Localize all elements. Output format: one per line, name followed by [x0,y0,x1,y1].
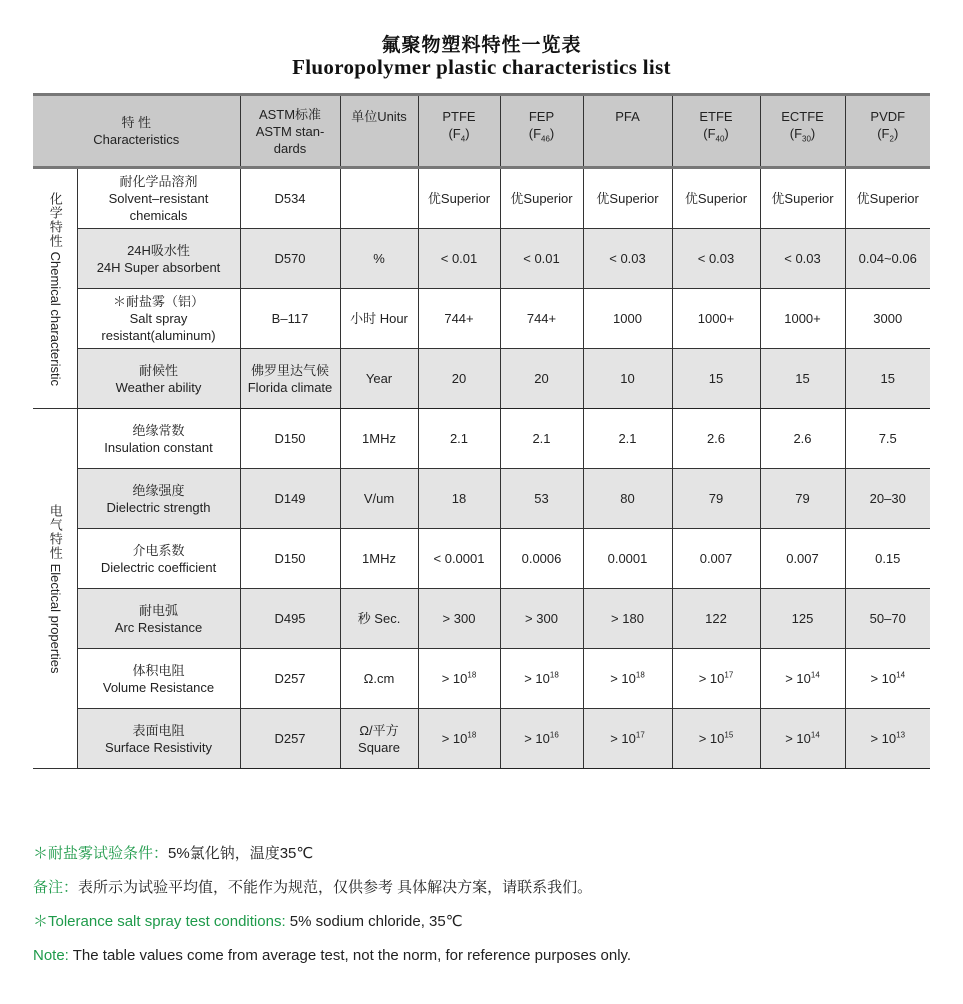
characteristic-cell [77,349,240,409]
unit-value: 小时 Hour [350,311,408,326]
value-cell-pfa [583,349,672,409]
astm-cell [240,168,340,229]
material-code: (F [877,126,890,141]
value-text: 2.6 [793,431,812,446]
value-text: 3000 [873,311,903,326]
note-text: The table values come from average test, not the norm, for reference purposes only. [68,947,632,964]
characteristics-table [33,93,930,769]
value-exponent: 14 [810,730,820,740]
value-text: < 0.03 [697,251,735,266]
value-text: 2.1 [449,431,469,446]
astm-value-2: Florida climate [247,379,333,395]
value-text: 15 [708,371,724,386]
header-material-pvdf [845,95,930,168]
value-cell-ptfe [418,229,500,289]
value-text: 0.04~0.06 [858,251,917,266]
astm-value: D495 [274,611,306,626]
value-text: > 10 [610,731,636,746]
unit-cell [340,168,418,229]
value-cell-ptfe [418,649,500,709]
characteristic-en-2: resistant(aluminum) [101,328,216,343]
value-cell-etfe [672,529,760,589]
value-cell-fep [500,529,583,589]
value-text: 10 [620,371,635,386]
value-exponent: 15 [724,730,734,740]
header-characteristics [33,95,240,168]
material-code: (F [448,126,461,141]
unit-cell [340,529,418,589]
note-label: ＊耐盐雾试验条件： [33,845,169,862]
value-cell-pvdf [845,168,930,229]
material-code: (F [528,126,542,141]
value-text: > 10 [785,671,811,686]
header-material-ectfe [760,95,845,168]
characteristic-en: Weather ability [115,379,202,395]
astm-cell [240,229,340,289]
value-cell-fep [500,289,583,349]
value-cell-ptfe [418,168,500,229]
value-cell-fep [500,469,583,529]
header-astm-line1: ASTM标准 [258,106,322,122]
material-code-sub: 30 [802,134,811,144]
unit-cell [340,649,418,709]
unit-value-2: Square [358,739,400,755]
value-cell-ptfe [418,709,500,769]
value-text: > 10 [441,731,468,746]
value-text: 0.007 [699,551,733,566]
astm-value: B–117 [271,311,309,326]
header-row [33,95,930,168]
material-code-sub: 2 [889,134,894,144]
header-astm [240,95,340,168]
astm-cell [240,409,340,469]
value-text: < 0.03 [784,251,821,266]
astm-cell [240,289,340,349]
unit-cell [340,469,418,529]
characteristic-cell [77,289,240,349]
value-cell-pfa [583,529,672,589]
value-text: 79 [708,491,724,506]
material-code: (F [789,126,803,141]
value-exponent: 18 [635,670,645,680]
group-chemical-label [47,192,63,386]
value-cell-fep [500,589,583,649]
value-cell-ectfe [760,529,845,589]
header-material-etfe [672,95,760,168]
value-text: 优Superior [427,191,491,206]
value-text: 优Superior [856,191,919,206]
value-text: 优Superior [510,191,573,206]
value-cell-fep [500,229,583,289]
value-cell-fep [500,649,583,709]
value-text: 79 [795,491,810,506]
characteristic-cn: 耐候性 [138,362,178,378]
material-code: (F [703,126,716,141]
group-chemical [33,168,77,409]
value-cell-pvdf [845,649,930,709]
characteristic-cell [77,168,240,229]
material-code-close: ) [810,126,816,141]
table-row [33,469,930,529]
header-characteristics-en: Characteristics [93,132,180,147]
header-units-label: 单位Units [351,109,407,124]
value-text: 18 [451,491,467,506]
value-text: > 10 [524,731,550,746]
astm-cell [240,529,340,589]
value-text: 20 [451,371,467,386]
value-exponent: 17 [635,730,645,740]
value-cell-ectfe [760,709,845,769]
value-text: > 10 [698,731,725,746]
value-text: > 10 [698,671,725,686]
note-label: ＊Tolerance salt spray test conditions: [33,913,286,930]
material-code-close: ) [893,126,899,141]
value-text: < 0.01 [523,251,560,266]
astm-cell [240,469,340,529]
characteristic-en: 24H Super absorbent [96,259,221,275]
unit-value: 1MHz [362,431,396,446]
unit-cell [340,409,418,469]
material-code-close: ) [465,126,470,141]
unit-value: 秒 Sec. [357,611,401,626]
characteristic-cn: 绝缘强度 [132,482,185,498]
astm-value: 佛罗里达气候 [250,362,329,378]
value-cell-fep [500,168,583,229]
value-cell-pvdf [845,529,930,589]
value-cell-etfe [672,709,760,769]
characteristic-cell [77,589,240,649]
value-cell-ectfe [760,409,845,469]
astm-cell [240,709,340,769]
value-cell-ectfe [760,589,845,649]
material-name: ETFE [699,109,733,124]
value-cell-pfa [583,229,672,289]
unit-cell [340,589,418,649]
value-cell-ptfe [418,589,500,649]
group-label-en: Electical properties [47,563,63,674]
value-text: > 300 [442,611,476,626]
notes-section [33,843,631,979]
value-text: 20 [534,371,549,386]
value-exponent: 17 [724,670,734,680]
characteristic-cell [77,409,240,469]
material-code-sub: 4 [460,134,466,144]
astm-cell [240,349,340,409]
unit-value: Ω.cm [363,671,395,686]
note-salt-spray-cn [33,843,631,877]
value-text: 1000+ [784,311,821,326]
characteristic-cn: 24H吸水性 [127,242,190,258]
table-row [33,229,930,289]
material-name: FEP [528,109,555,124]
value-exponent: 13 [896,730,906,740]
characteristic-cn: 表面电阻 [132,722,185,738]
header-material-pfa [583,95,672,168]
material-name: PFA [615,109,640,124]
characteristic-en: Surface Resistivity [105,739,212,755]
value-exponent: 18 [467,670,477,680]
characteristic-cn: ＊耐盐雾（铝） [112,294,204,309]
value-text: 15 [795,371,810,386]
astm-cell [240,649,340,709]
header-material-fep [500,95,583,168]
material-code-sub: 46 [541,134,550,144]
value-exponent: 18 [549,670,559,680]
astm-cell [240,589,340,649]
characteristic-cn: 介电系数 [132,542,185,558]
value-text: > 10 [870,731,897,746]
value-cell-pvdf [845,469,930,529]
unit-value: % [373,251,385,266]
page-title-en: Fluoropolymer plastic characteristics list [292,55,671,79]
astm-value: D257 [274,731,306,746]
value-cell-etfe [672,349,760,409]
value-exponent: 14 [810,670,820,680]
value-text: 1000+ [697,311,735,326]
value-cell-pfa [583,649,672,709]
value-cell-pvdf [845,709,930,769]
note-label: 备注： [33,879,79,896]
value-text: > 300 [525,611,558,626]
value-text: 125 [791,611,814,626]
characteristic-cell [77,529,240,589]
value-exponent: 14 [896,670,906,680]
value-text: 2.1 [532,431,551,446]
value-cell-pfa [583,589,672,649]
characteristic-en: Salt spray [129,311,188,326]
value-cell-etfe [672,409,760,469]
group-electrical-label [47,504,63,673]
value-cell-etfe [672,469,760,529]
table-row [33,589,930,649]
value-cell-etfe [672,229,760,289]
value-text: > 10 [524,671,550,686]
value-cell-ectfe [760,649,845,709]
note-remark-en [33,945,631,979]
material-code-close: ) [724,126,729,141]
value-text: 53 [534,491,549,506]
value-cell-pvdf [845,229,930,289]
note-text: 表所示为试验平均值，不能作为规范，仅供参考 具体解决方案，请联系我们。 [78,879,593,896]
characteristic-cn: 耐化学品溶剂 [119,174,198,189]
group-label-cn: 电气特性 [47,503,63,560]
value-cell-pfa [583,409,672,469]
value-cell-pvdf [845,289,930,349]
characteristic-en: Arc Resistance [114,619,203,635]
value-cell-etfe [672,589,760,649]
material-name: PVDF [870,109,906,124]
characteristic-cell [77,709,240,769]
characteristic-cell [77,649,240,709]
unit-value: V/um [363,491,395,506]
unit-cell [340,229,418,289]
value-text: 744+ [526,311,557,326]
value-cell-ptfe [418,469,500,529]
value-cell-etfe [672,168,760,229]
table-row [33,409,930,469]
value-cell-pvdf [845,349,930,409]
value-text: 1000 [613,311,642,326]
characteristic-cn: 耐电弧 [138,602,178,618]
header-astm-line3: dards [273,140,307,156]
value-text: 优Superior [684,191,748,206]
value-text: 0.0001 [607,551,648,566]
note-text: 5%氯化钠，温度35℃ [168,845,314,862]
characteristic-en-2: chemicals [129,208,188,223]
value-text: 0.0006 [521,551,562,566]
header-units [340,95,418,168]
header-astm-line2: ASTM stan- [255,123,325,139]
value-text: > 180 [611,611,644,626]
table-row [33,289,930,349]
page-title-cn: 氟聚物塑料特性一览表 [381,34,582,56]
value-text: 80 [620,491,635,506]
astm-value: D534 [274,191,306,206]
table-row [33,649,930,709]
value-exponent: 18 [467,730,477,740]
value-text: 0.007 [786,551,819,566]
unit-value: Year [365,371,393,386]
table-row [33,709,930,769]
value-text: < 0.0001 [433,551,485,566]
value-cell-ectfe [760,289,845,349]
astm-value: D150 [274,551,306,566]
characteristic-cell [77,229,240,289]
value-text: > 10 [870,671,897,686]
value-text: > 10 [785,731,811,746]
material-name: PTFE [442,109,476,124]
value-exponent: 16 [549,730,559,740]
value-text: 2.6 [706,431,726,446]
value-cell-ectfe [760,168,845,229]
unit-value: 1MHz [362,551,396,566]
value-cell-pfa [583,168,672,229]
value-cell-fep [500,409,583,469]
value-text: 744+ [444,311,474,326]
value-cell-pvdf [845,409,930,469]
group-label-cn: 化学特性 [47,191,63,248]
value-text: > 10 [610,671,636,686]
header-material-ptfe [418,95,500,168]
value-cell-ectfe [760,229,845,289]
value-cell-ptfe [418,289,500,349]
characteristic-en: Insulation constant [104,439,213,455]
material-code-sub: 40 [715,134,725,144]
group-electrical [33,409,77,769]
unit-cell [340,349,418,409]
astm-value: D150 [274,431,306,446]
unit-cell [340,289,418,349]
characteristic-en: Solvent–resistant [108,191,209,206]
value-cell-ptfe [418,349,500,409]
characteristic-cn: 绝缘常数 [132,422,185,438]
value-text: 0.15 [875,551,901,566]
note-label: Note: [33,947,69,964]
value-text: < 0.03 [609,251,646,266]
value-text: 20–30 [869,491,906,506]
value-cell-etfe [672,289,760,349]
characteristic-cn: 体积电阻 [132,662,185,678]
value-text: 15 [880,371,895,386]
value-cell-ectfe [760,469,845,529]
astm-value: D257 [274,671,306,686]
value-text: 7.5 [878,431,897,446]
value-cell-pfa [583,709,672,769]
value-cell-pfa [583,289,672,349]
characteristic-en: Dielectric coefficient [100,559,217,575]
header-characteristics-cn: 特 性 [121,115,152,130]
value-cell-ptfe [418,409,500,469]
value-text: 优Superior [596,191,659,206]
material-code-close: ) [549,126,555,141]
material-name: ECTFE [781,109,824,124]
characteristic-en: Dielectric strength [106,499,211,515]
unit-cell [340,709,418,769]
value-text: 2.1 [618,431,637,446]
value-text: 122 [705,611,727,626]
unit-value: Ω/平方 [359,722,399,738]
note-text: 5% sodium chloride, 35℃ [285,913,463,930]
characteristic-en: Volume Resistance [102,679,215,695]
astm-value: D570 [274,251,306,266]
value-cell-pfa [583,469,672,529]
value-cell-fep [500,349,583,409]
value-cell-pvdf [845,589,930,649]
group-label-en: Chemical characteristic [47,251,63,386]
value-cell-fep [500,709,583,769]
value-cell-ectfe [760,349,845,409]
table-row [33,529,930,589]
value-text: 50–70 [869,611,906,626]
table-row [33,168,930,229]
value-cell-etfe [672,649,760,709]
note-remark-cn [33,877,631,911]
astm-value: D149 [274,491,306,506]
table-row [33,349,930,409]
note-salt-spray-en [33,911,631,945]
value-text: 优Superior [771,191,834,206]
value-text: < 0.01 [440,251,478,266]
value-cell-ptfe [418,529,500,589]
characteristic-cell [77,469,240,529]
value-text: > 10 [441,671,468,686]
